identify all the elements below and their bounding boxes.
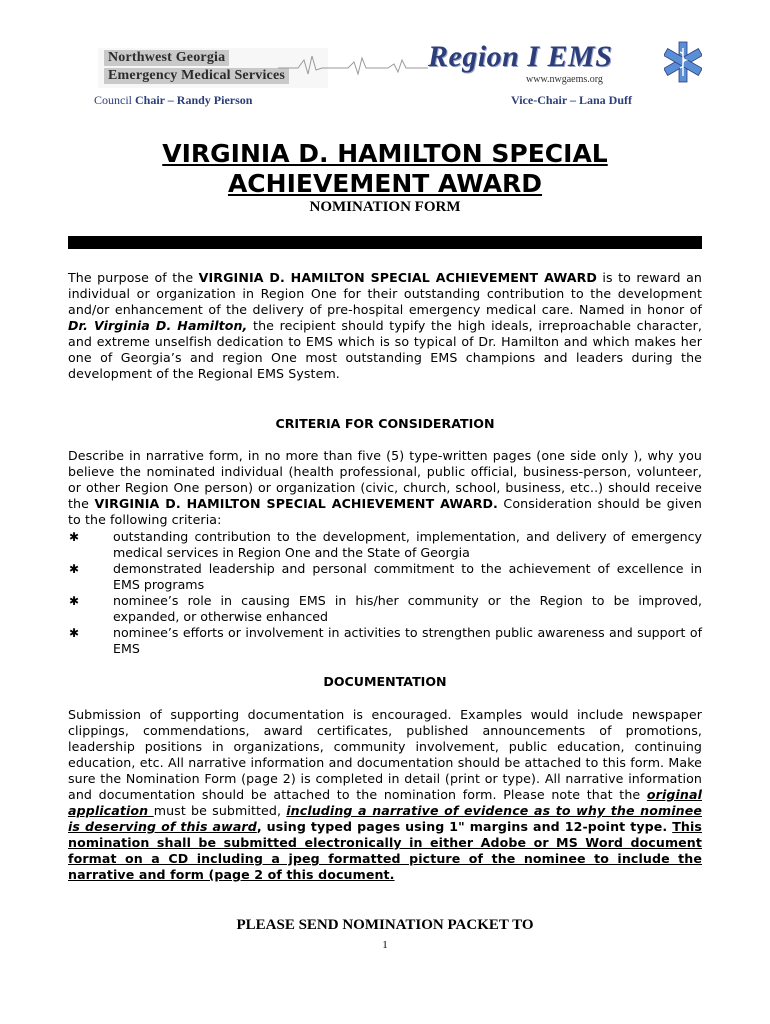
form-subtitle: NOMINATION FORM — [309, 199, 461, 215]
chair-name: Chair – Randy Pierson — [135, 93, 253, 107]
region-url: www.nwgaems.org — [526, 74, 603, 85]
vice-chair — [511, 93, 632, 108]
criteria-list — [68, 529, 702, 657]
asterisk-bullet-icon: ✱ — [69, 626, 80, 640]
logo-left-line1: Northwest Georgia — [104, 50, 229, 66]
criteria-paragraph: Describe in narrative form, in no more than five (5) type-written pages (one side only ), why you believe the nominated individual (health professional, public official, business-person, volunteer, or other Region One person) or organization (civic, church, school, business, etc..) should receive the VIRGINIA D. HAMILTON SPECIAL ACHIEVEMENT AWARD. Consideration should be given to the following criteria: — [68, 448, 702, 527]
intro-paragraph: The purpose of the VIRGINIA D. HAMILTON SPECIAL ACHIEVEMENT AWARD is to reward an individual or organization in Region One for their outstanding contribution to the development and/or enhancement of the delivery of pre-hospital emergency medical care. Named in honor of Dr. Virginia D. Hamilton, the recipient should typify the high ideals, irreproachable character, and extreme unselfish dedication to EMS which is so typical of Dr. Hamilton and which makes her one of Georgia’s and region One most outstanding EMS champions and leaders during the development of the Regional EMS System. — [68, 270, 702, 381]
award-title-line1: VIRGINIA D. HAMILTON SPECIAL — [162, 139, 608, 168]
list-item: ✱ nominee’s role in causing EMS in his/her community or the Region to be improved, expanded, or otherwise enhanced — [69, 593, 702, 624]
logo-left-line2: Emergency Medical Services — [104, 68, 289, 84]
heavy-divider — [68, 236, 702, 249]
letterhead — [68, 40, 702, 94]
region-1-ems-logo — [428, 40, 702, 92]
documentation-paragraph: Submission of supporting documentation is encouraged. Examples would include newspaper clippings, commendations, award certificates, published announcements of promotions, leadership positions in organizations, community involvement, public education, continuing education, etc. All narrative information and documentation should be attached to this form. Make sure the Nomination Form (page 2) is completed in detail (print or type). All narrative information and documentation should be attached to the nomination form. Please note that the original application must be submitted, including a narrative of evidence as to why the nominee is deserving of this award, using typed pages using 1" margins and 12-point type. This nomination shall be submitted electronically in either Adobe or MS Word document format on a CD including a jpeg formatted picture of the nominee to include the narrative and form (page 2 of this document. — [68, 707, 702, 882]
chair-label: Council — [94, 93, 135, 107]
asterisk-bullet-icon: ✱ — [69, 562, 80, 576]
documentation-heading: DOCUMENTATION — [323, 674, 447, 689]
region-title: Region I EMS — [428, 40, 613, 73]
ekg-line-icon — [278, 50, 428, 80]
council-chair — [94, 93, 252, 108]
asterisk-bullet-icon: ✱ — [69, 530, 80, 544]
send-packet-heading: PLEASE SEND NOMINATION PACKET TO — [236, 917, 534, 933]
criteria-heading: CRITERIA FOR CONSIDERATION — [275, 416, 495, 431]
star-of-life-icon — [664, 40, 702, 84]
list-item: ✱ demonstrated leadership and personal commitment to the achievement of excellence in EMS programs — [69, 561, 702, 592]
award-title-line2: ACHIEVEMENT AWARD — [227, 169, 543, 198]
vice-chair-name: Vice-Chair – Lana Duff — [511, 93, 632, 107]
asterisk-bullet-icon: ✱ — [69, 594, 80, 608]
page-number: 1 — [382, 939, 388, 951]
list-item: ✱ outstanding contribution to the development, implementation, and delivery of emergency medical services in Region One and the State of Georgia — [69, 529, 702, 560]
list-item: ✱ nominee’s efforts or involvement in activities to strengthen public awareness and support of EMS — [69, 625, 702, 656]
